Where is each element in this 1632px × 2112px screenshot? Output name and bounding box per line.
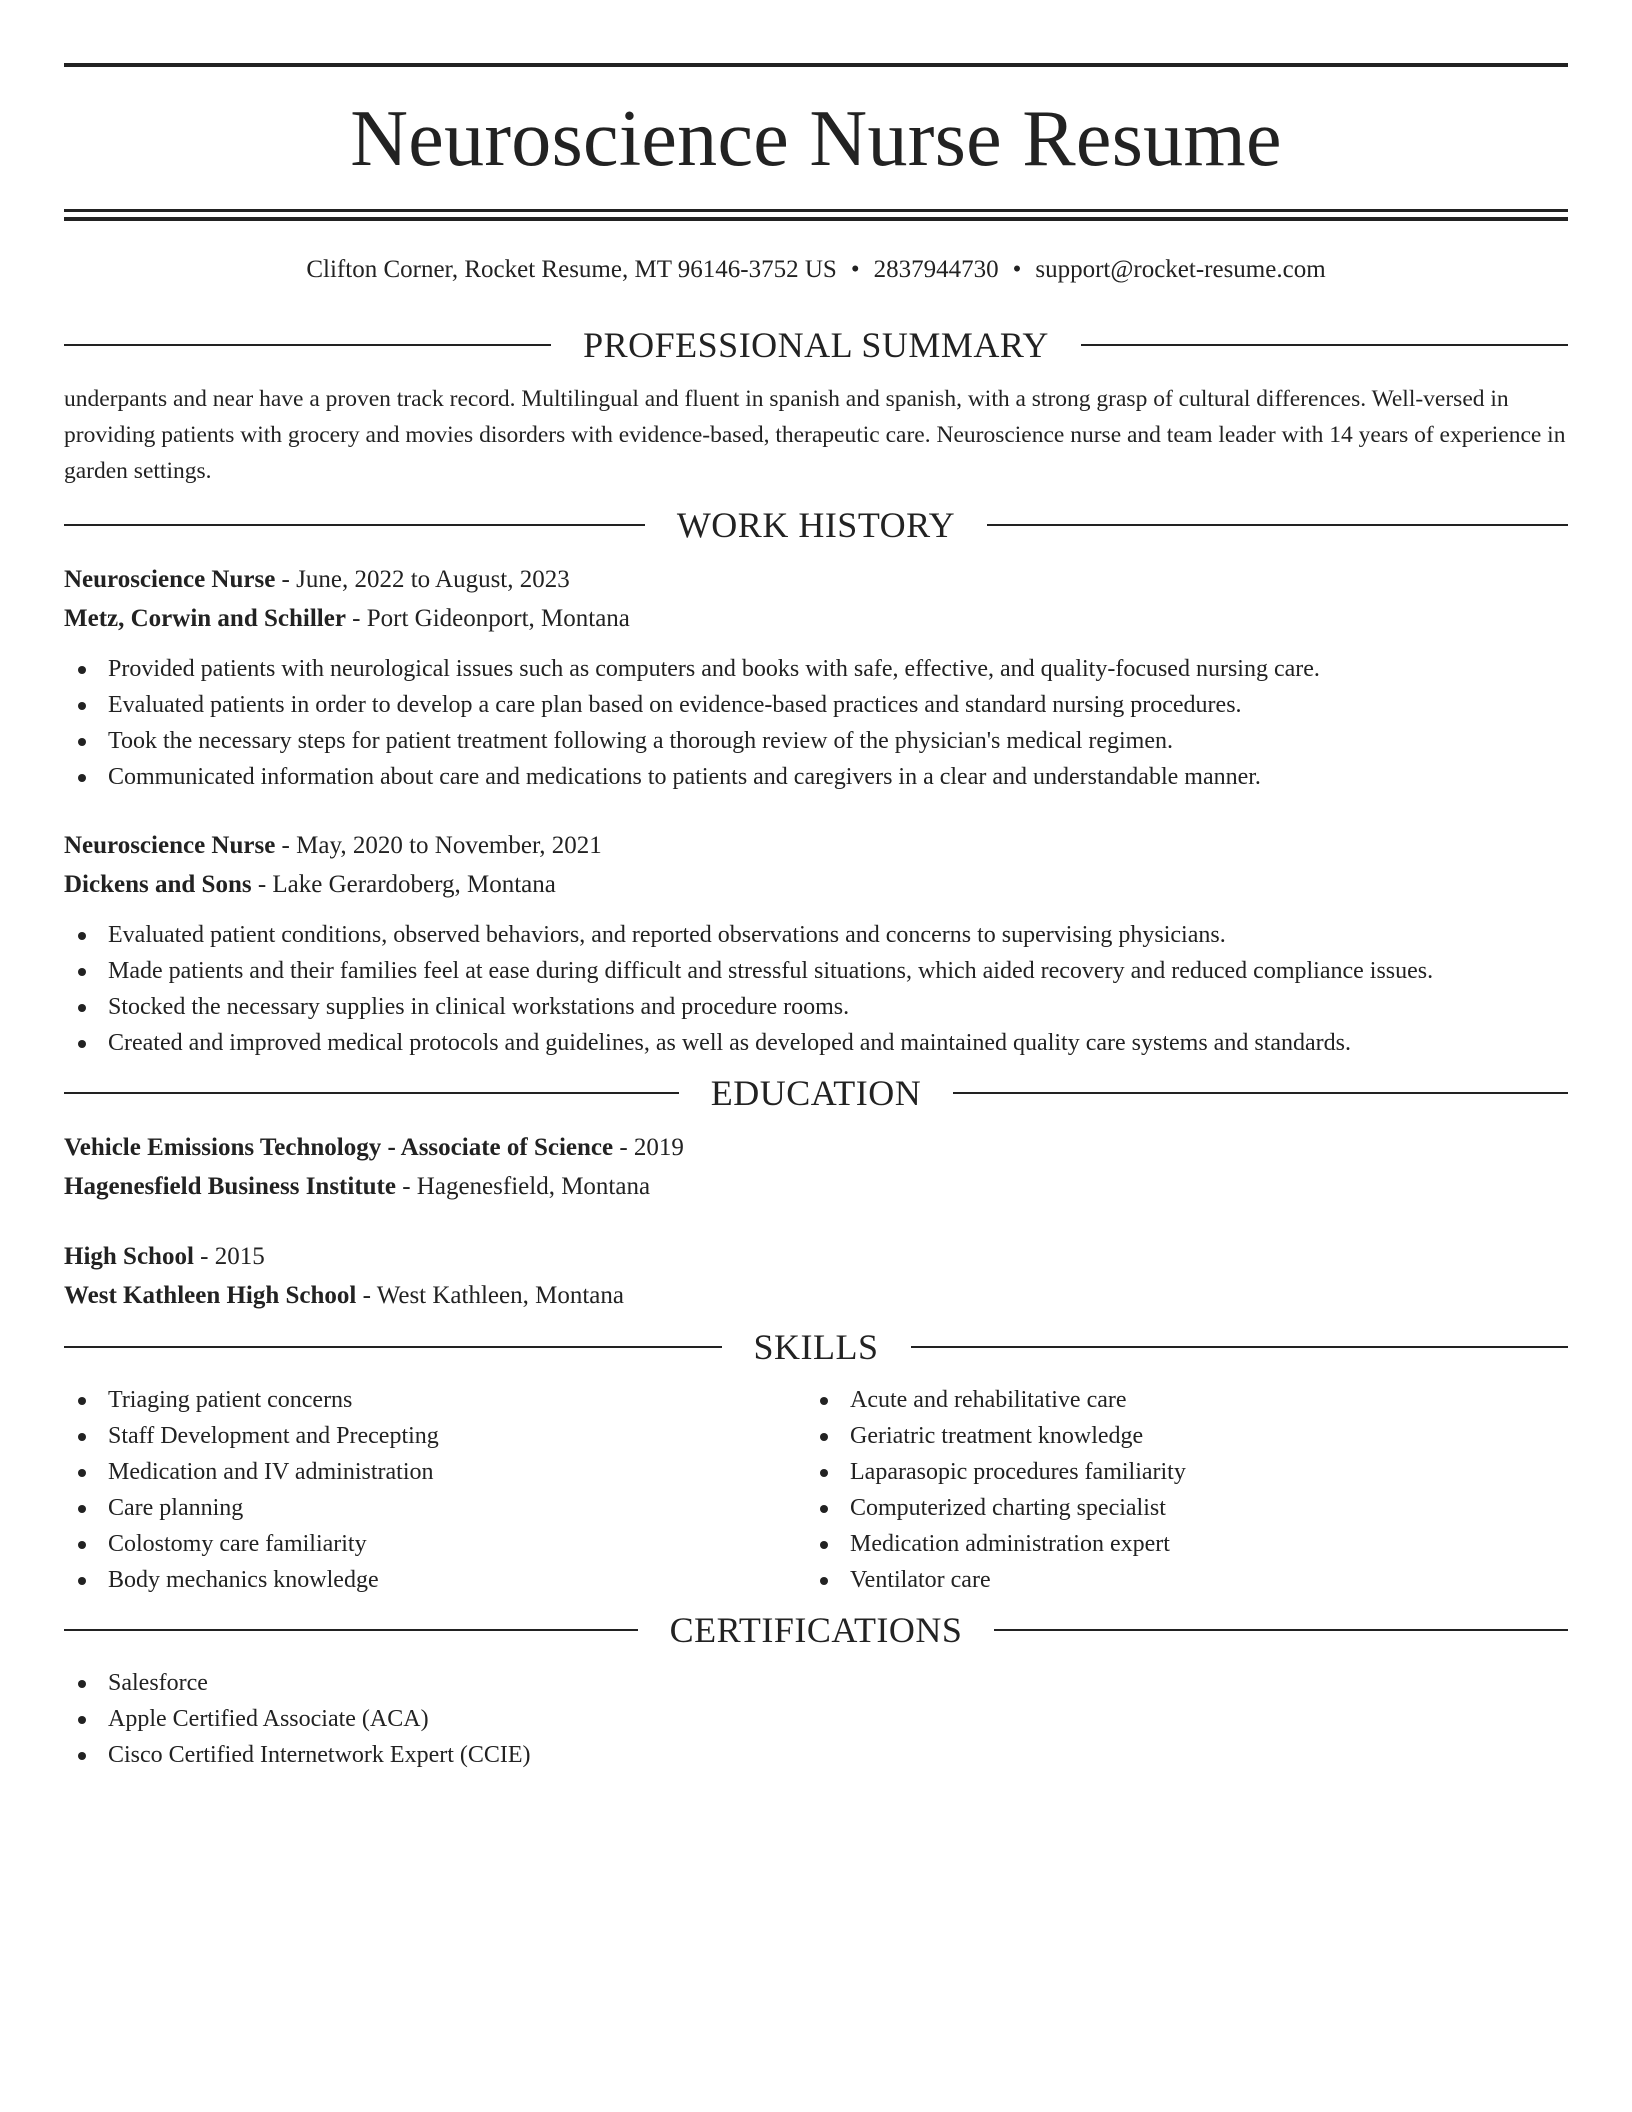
heading-rule	[911, 1346, 1569, 1348]
skill-text: Care planning	[108, 1495, 244, 1521]
school-location: - West Kathleen, Montana	[356, 1282, 624, 1309]
list-item	[64, 989, 1568, 1025]
job-dates: - June, 2022 to August, 2023	[275, 566, 570, 593]
list-item	[64, 1665, 1568, 1701]
degree-name: Vehicle Emissions Technology - Associate of Science	[64, 1134, 614, 1161]
bullet-icon	[820, 1397, 828, 1405]
bullet-icon	[820, 1433, 828, 1441]
school-name: Hagenesfield Business Institute	[64, 1173, 396, 1200]
heading-rule	[64, 1092, 679, 1094]
employer-location: - Port Gideonport, Montana	[345, 605, 630, 632]
list-item-text: Stocked the necessary supplies in clinical workstations and procedure rooms.	[108, 994, 850, 1020]
list-item	[64, 1490, 806, 1526]
list-item	[806, 1490, 1548, 1526]
bullet-icon	[78, 702, 86, 710]
resume-title: Neuroscience Nurse Resume	[350, 95, 1282, 183]
certification-text: Salesforce	[108, 1670, 208, 1696]
section-title: SKILLS	[753, 1327, 879, 1367]
bullet-icon	[78, 1040, 86, 1048]
bullet-icon	[78, 1752, 86, 1760]
certification-text: Apple Certified Associate (ACA)	[108, 1706, 429, 1732]
bullet-icon	[78, 1004, 86, 1012]
bullet-icon	[78, 1680, 86, 1688]
employer-name: Metz, Corwin and Schiller	[64, 605, 346, 632]
list-item-text: Took the necessary steps for patient treatment following a thorough review of the physician's medical regimen.	[108, 728, 1173, 754]
heading-rule	[64, 524, 645, 526]
job-duties-list	[64, 917, 1568, 1061]
list-item	[64, 1526, 806, 1562]
employer-line	[64, 599, 1568, 638]
list-item-text: Evaluated patients in order to develop a care plan based on evidence-based practices and standard nursing procedures.	[108, 692, 1242, 718]
job-entry	[64, 826, 1568, 1061]
employer-name: Dickens and Sons	[64, 871, 252, 898]
job-duties-list	[64, 651, 1568, 795]
resume-page	[64, 0, 1568, 1773]
job-title: Neuroscience Nurse	[64, 832, 276, 859]
skill-text: Medication and IV administration	[108, 1459, 434, 1485]
school-line	[64, 1167, 1568, 1206]
skills-grid	[64, 1382, 1568, 1598]
list-item	[64, 1382, 806, 1418]
heading-rule	[994, 1629, 1568, 1631]
skill-text: Computerized charting specialist	[850, 1495, 1166, 1521]
skills-list-left	[64, 1382, 806, 1598]
skills-list-right	[806, 1382, 1548, 1598]
list-item	[64, 1418, 806, 1454]
skill-text: Colostomy care familiarity	[108, 1531, 367, 1557]
contact-phone: 2837944730	[873, 256, 999, 283]
top-rule	[64, 63, 1568, 67]
list-item	[806, 1562, 1548, 1598]
bullet-icon	[78, 932, 86, 940]
bullet-icon	[820, 1469, 828, 1477]
education-entry	[64, 1237, 1568, 1315]
degree-line	[64, 1237, 1568, 1276]
heading-rule	[64, 1346, 722, 1348]
list-item	[64, 651, 1568, 687]
heading-rule	[64, 1629, 638, 1631]
school-name: West Kathleen High School	[64, 1282, 357, 1309]
bullet-icon	[78, 1469, 86, 1477]
certification-text: Cisco Certified Internetwork Expert (CCIE)	[108, 1742, 531, 1768]
certifications-list	[64, 1665, 1568, 1773]
section-heading-skills	[64, 1327, 1568, 1367]
school-line	[64, 1276, 1568, 1315]
bullet-icon	[78, 1505, 86, 1513]
degree-name: High School	[64, 1243, 194, 1270]
list-item	[64, 759, 1568, 795]
list-item	[64, 1737, 1568, 1773]
bullet-icon	[78, 1433, 86, 1441]
list-item	[806, 1418, 1548, 1454]
bullet-icon	[78, 738, 86, 746]
bullet-icon	[820, 1541, 828, 1549]
bullet-icon	[78, 1397, 86, 1405]
list-item	[64, 1025, 1568, 1061]
section-heading-summary	[64, 325, 1568, 365]
skill-text: Medication administration expert	[850, 1531, 1170, 1557]
heading-rule	[953, 1092, 1568, 1094]
list-item	[64, 687, 1568, 723]
skill-text: Body mechanics knowledge	[108, 1567, 379, 1593]
summary-text: underpants and near have a proven track record. Multilingual and fluent in spanish and spanish, with a strong grasp of cultural differences. Well-versed in providing patients with grocery and movies disorders with evidence-based, therapeutic care. Neuroscience nurse and team leader with 14 years of experience in garden settings.	[64, 386, 1566, 484]
degree-year: - 2019	[613, 1134, 684, 1161]
section-heading-certifications	[64, 1610, 1568, 1650]
education-entry	[64, 1128, 1568, 1206]
contact-separator: •	[1012, 256, 1022, 283]
list-item-text: Created and improved medical protocols and guidelines, as well as developed and maintained quality care systems and standards.	[108, 1030, 1351, 1056]
heading-rule	[987, 524, 1568, 526]
list-item	[64, 723, 1568, 759]
skill-text: Geriatric treatment knowledge	[850, 1423, 1144, 1449]
list-item	[64, 1454, 806, 1490]
bullet-icon	[78, 1577, 86, 1585]
contact-address: Clifton Corner, Rocket Resume, MT 96146-3752 US	[306, 256, 837, 283]
employer-location: - Lake Gerardoberg, Montana	[251, 871, 556, 898]
heading-rule	[64, 344, 551, 346]
job-dates: - May, 2020 to November, 2021	[275, 832, 602, 859]
skill-text: Triaging patient concerns	[108, 1387, 353, 1413]
degree-year: - 2015	[193, 1243, 265, 1270]
contact-email: support@rocket-resume.com	[1035, 256, 1326, 283]
list-item-text: Communicated information about care and medications to patients and caregivers in a clear and understandable manner.	[108, 764, 1261, 790]
degree-line	[64, 1128, 1568, 1167]
skill-text: Acute and rehabilitative care	[850, 1387, 1127, 1413]
bullet-icon	[820, 1577, 828, 1585]
list-item	[806, 1454, 1548, 1490]
list-item	[64, 917, 1568, 953]
section-heading-work-history	[64, 505, 1568, 545]
skill-text: Ventilator care	[850, 1567, 991, 1593]
title-double-rule	[64, 209, 1568, 221]
job-title: Neuroscience Nurse	[64, 566, 276, 593]
list-item-text: Evaluated patient conditions, observed behaviors, and reported observations and concerns to supervising physicians.	[108, 922, 1226, 948]
bullet-icon	[78, 1716, 86, 1724]
bullet-icon	[78, 774, 86, 782]
bullet-icon	[78, 968, 86, 976]
heading-rule	[1081, 344, 1568, 346]
section-heading-education	[64, 1073, 1568, 1113]
bullet-icon	[78, 1541, 86, 1549]
list-item	[806, 1382, 1548, 1418]
school-location: - Hagenesfield, Montana	[395, 1173, 651, 1200]
job-title-line	[64, 826, 1568, 865]
list-item	[64, 1562, 806, 1598]
list-item-text: Made patients and their families feel at ease during difficult and stressful situations, which aided recovery and reduced compliance issues.	[108, 958, 1434, 984]
section-title: CERTIFICATIONS	[669, 1610, 963, 1650]
employer-line	[64, 865, 1568, 904]
bullet-icon	[820, 1505, 828, 1513]
list-item-text: Provided patients with neurological issues such as computers and books with safe, effective, and quality-focused nursing care.	[108, 656, 1320, 682]
list-item	[806, 1526, 1548, 1562]
job-entry	[64, 560, 1568, 795]
section-title: WORK HISTORY	[676, 505, 956, 545]
skill-text: Staff Development and Precepting	[108, 1423, 439, 1449]
list-item	[64, 953, 1568, 989]
job-title-line	[64, 560, 1568, 599]
bullet-icon	[78, 666, 86, 674]
contact-separator: •	[850, 256, 860, 283]
section-title: PROFESSIONAL SUMMARY	[583, 325, 1049, 365]
skill-text: Laparasopic procedures familiarity	[850, 1459, 1186, 1485]
contact-line	[64, 255, 1568, 285]
section-title: EDUCATION	[710, 1073, 922, 1113]
list-item	[64, 1701, 1568, 1737]
